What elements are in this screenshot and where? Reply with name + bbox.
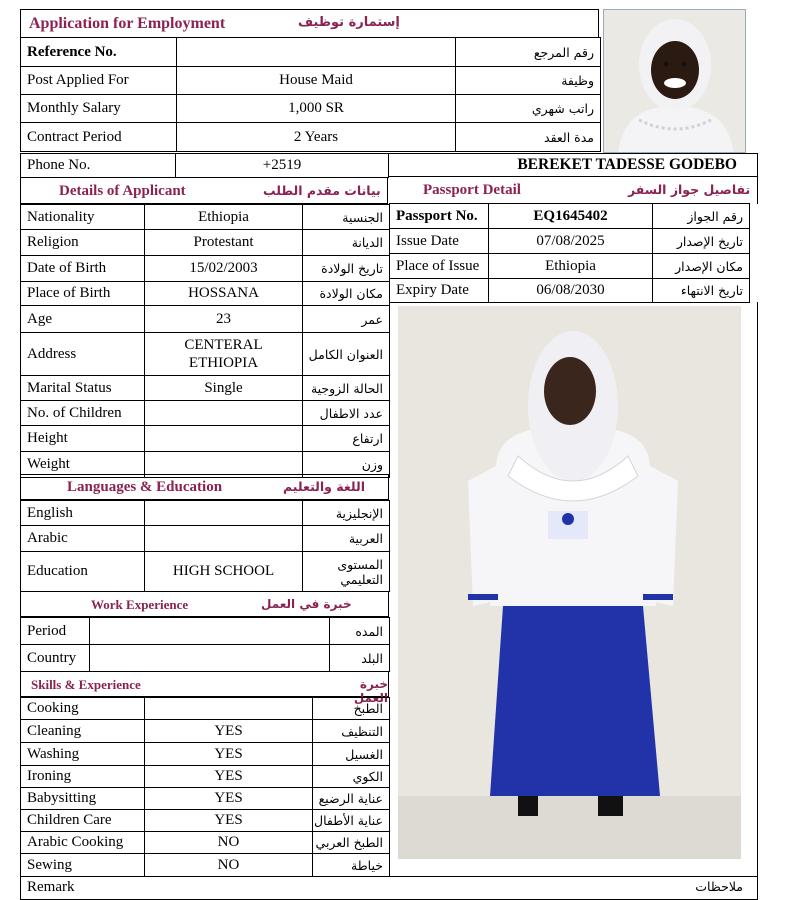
remarks-label: Remark	[27, 879, 75, 895]
remarks-label-ar: ملاحظات	[695, 879, 743, 894]
row-value: CENTERAL ETHIOPIA	[145, 333, 303, 376]
table-row	[21, 230, 390, 256]
row-label: Post Applied For	[21, 67, 177, 95]
row-label-ar: تاريخ الانتهاء	[653, 279, 750, 303]
row-label: Address	[21, 333, 145, 376]
row-label-ar: خياطة	[313, 854, 390, 877]
row-label: Place of Birth	[21, 282, 145, 306]
row-value: Single	[145, 376, 303, 401]
row-value: EQ1645402	[489, 204, 653, 229]
row-label-ar: الغسيل	[313, 743, 390, 766]
row-value: House Maid	[177, 67, 456, 95]
row-value: Protestant	[145, 230, 303, 256]
row-label-ar: العربية	[303, 526, 390, 552]
row-value	[145, 426, 303, 452]
portrait-photo	[603, 9, 746, 153]
languages-title-en: Languages & Education	[67, 479, 223, 495]
row-label-ar: المستوى التعليمي	[303, 552, 390, 592]
row-label: Reference No.	[21, 38, 177, 67]
row-label-ar: الكوي	[313, 766, 390, 788]
phone-table	[20, 153, 389, 178]
table-row	[21, 720, 390, 743]
table-row	[21, 95, 601, 123]
table-row	[21, 743, 390, 766]
row-label: Arabic	[21, 526, 145, 552]
table-row	[21, 810, 390, 832]
top-info-table	[20, 37, 601, 152]
row-label: Age	[21, 306, 145, 333]
table-row	[21, 205, 390, 230]
row-value	[145, 501, 303, 526]
row-value	[90, 645, 330, 672]
passport-title-ar: تفاصيل جواز السفر	[628, 182, 751, 197]
table-row	[390, 254, 750, 279]
table-row	[21, 256, 390, 282]
row-label: Contract Period	[21, 123, 177, 152]
row-label: Country	[21, 645, 90, 672]
row-label-ar: التنظيف	[313, 720, 390, 743]
details-title-ar: بيانات مقدم الطلب	[263, 183, 381, 198]
row-label: Place of Issue	[390, 254, 489, 279]
row-value	[145, 401, 303, 426]
row-label-ar: رقم الجواز	[653, 204, 750, 229]
form-title-ar: إستمارة توظيف	[298, 15, 400, 30]
row-label: Babysitting	[21, 788, 145, 810]
row-label: Sewing	[21, 854, 145, 877]
row-label-ar: مكان الولادة	[303, 282, 390, 306]
row-label: English	[21, 501, 145, 526]
table-row	[21, 38, 601, 67]
row-label: Religion	[21, 230, 145, 256]
row-label: Issue Date	[390, 229, 489, 254]
table-row	[21, 333, 390, 376]
row-label-ar: تاريخ الإصدار	[653, 229, 750, 254]
row-value: YES	[145, 810, 313, 832]
row-label-ar: عناية الأطفال	[313, 810, 390, 832]
passport-title-en: Passport Detail	[423, 182, 521, 198]
table-row	[21, 526, 390, 552]
table-row	[21, 618, 390, 645]
row-label-ar: الديانة	[303, 230, 390, 256]
row-value: HIGH SCHOOL	[145, 552, 303, 592]
row-label-ar: عمر	[303, 306, 390, 333]
skills-heading	[20, 671, 389, 705]
row-value: YES	[145, 788, 313, 810]
row-label-ar: عناية الرضيع	[313, 788, 390, 810]
row-label: Period	[21, 618, 90, 645]
skills-title-ar: خبرة العمل	[353, 677, 388, 705]
table-row	[21, 306, 390, 333]
row-label: Children Care	[21, 810, 145, 832]
row-label-ar: وظيفة	[456, 67, 601, 95]
languages-title-ar: اللغة والتعليم	[283, 479, 365, 494]
row-value	[145, 698, 313, 720]
row-label-ar: مدة العقد	[456, 123, 601, 152]
table-row	[21, 788, 390, 810]
row-label-ar: الإنجليزية	[303, 501, 390, 526]
row-value: 07/08/2025	[489, 229, 653, 254]
table-row	[21, 501, 390, 526]
work-table	[20, 617, 390, 672]
table-row	[21, 123, 601, 152]
row-label: Date of Birth	[21, 256, 145, 282]
row-label-ar: ارتفاع	[303, 426, 390, 452]
row-label-ar: وزن	[303, 452, 390, 478]
row-label: Marital Status	[21, 376, 145, 401]
details-table	[20, 204, 390, 478]
table-row	[21, 698, 390, 720]
row-label: Passport No.	[390, 204, 489, 229]
row-label: Nationality	[21, 205, 145, 230]
row-label-ar: مكان الإصدار	[653, 254, 750, 279]
row-value: HOSSANA	[145, 282, 303, 306]
row-value: NO	[145, 832, 313, 854]
full-body-image	[398, 306, 741, 859]
row-label: Weight	[21, 452, 145, 478]
row-value: 2 Years	[177, 123, 456, 152]
row-label: Monthly Salary	[21, 95, 177, 123]
row-value: 1,000 SR	[177, 95, 456, 123]
row-value: YES	[145, 720, 313, 743]
full-body-photo	[398, 306, 741, 859]
row-value	[177, 38, 456, 67]
row-label: Education	[21, 552, 145, 592]
remarks-row	[20, 876, 758, 900]
row-value	[145, 526, 303, 552]
row-label: Ironing	[21, 766, 145, 788]
row-label-ar: الطبخ	[313, 698, 390, 720]
row-label-ar: الجنسية	[303, 205, 390, 230]
row-label: Expiry Date	[390, 279, 489, 303]
row-label: Washing	[21, 743, 145, 766]
details-heading	[20, 177, 388, 204]
row-label-ar: الطبخ العربي	[313, 832, 390, 854]
row-label-ar: البلد	[330, 645, 390, 672]
row-value: 23	[145, 306, 303, 333]
row-label: Height	[21, 426, 145, 452]
row-label-ar: المده	[330, 618, 390, 645]
row-label: No. of Children	[21, 401, 145, 426]
row-label: Arabic Cooking	[21, 832, 145, 854]
row-value: NO	[145, 854, 313, 877]
table-row	[21, 832, 390, 854]
languages-table	[20, 500, 390, 592]
skills-title-en: Skills & Experience	[31, 677, 141, 692]
row-value: Ethiopia	[145, 205, 303, 230]
row-label-ar: العنوان الكامل	[303, 333, 390, 376]
row-value: YES	[145, 743, 313, 766]
row-value: YES	[145, 766, 313, 788]
table-row	[21, 376, 390, 401]
table-row	[21, 552, 390, 592]
table-row	[390, 279, 750, 303]
table-row	[390, 229, 750, 254]
row-label-ar: رقم المرجع	[456, 38, 601, 67]
table-row	[21, 282, 390, 306]
portrait-image	[604, 10, 746, 153]
table-row	[21, 426, 390, 452]
row-value: Ethiopia	[489, 254, 653, 279]
passport-table	[389, 203, 750, 303]
work-title-en: Work Experience	[91, 597, 189, 612]
row-label-ar: عدد الاطفال	[303, 401, 390, 426]
applicant-name: BEREKET TADESSE GODEBO	[388, 153, 758, 177]
row-label-ar: تاريخ الولادة	[303, 256, 390, 282]
phone-label: Phone No.	[21, 154, 176, 178]
row-label-ar: راتب شهري	[456, 95, 601, 123]
row-label: Cleaning	[21, 720, 145, 743]
passport-heading	[388, 177, 758, 204]
table-row	[390, 204, 750, 229]
table-row	[21, 854, 390, 877]
table-row	[21, 67, 601, 95]
row-value: 15/02/2003	[145, 256, 303, 282]
table-row	[21, 645, 390, 672]
table-row	[21, 766, 390, 788]
form-header	[20, 9, 599, 38]
row-label: Cooking	[21, 698, 145, 720]
skills-table	[20, 697, 390, 877]
row-value: 06/08/2030	[489, 279, 653, 303]
row-value	[90, 618, 330, 645]
phone-value: +2519	[176, 154, 389, 178]
form-title-en: Application for Employment	[29, 15, 226, 32]
row-label-ar: الحالة الزوجية	[303, 376, 390, 401]
details-title-en: Details of Applicant	[59, 183, 186, 199]
languages-heading	[20, 474, 389, 500]
work-title-ar: خبرة في العمل	[261, 597, 352, 611]
table-row	[21, 401, 390, 426]
work-heading	[20, 591, 389, 617]
